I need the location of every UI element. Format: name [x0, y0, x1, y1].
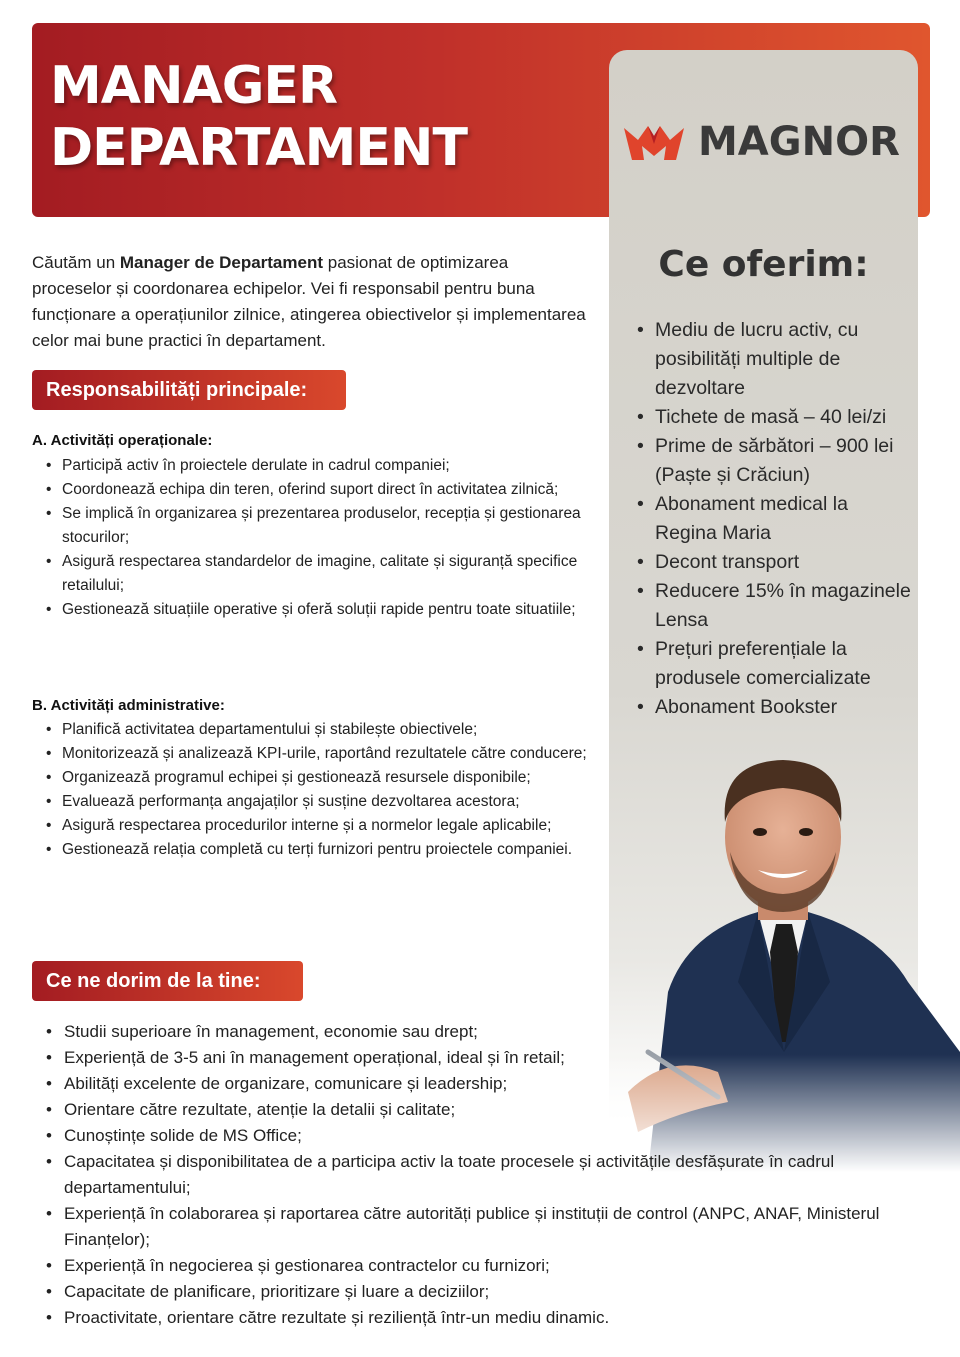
offer-item: • Abonament Bookster [637, 693, 912, 722]
offer-heading: Ce oferim: [658, 244, 869, 285]
offer-item: • Mediu de lucru activ, cu posibilități multiple de dezvoltare [637, 316, 912, 403]
offer-list [637, 316, 912, 722]
offer-item: • Decont transport [637, 548, 912, 577]
list-item: • Abilități excelente de organizare, comunicare și leadership; [46, 1071, 906, 1097]
offer-item: • Reducere 15% în magazinele Lensa [637, 577, 912, 635]
list-item: • Coordonează echipa din teren, oferind suport direct în activitatea zilnică; [46, 478, 596, 502]
list-item: • Cunoștințe solide de MS Office; [46, 1123, 906, 1149]
list-item: • Se implică în organizarea și prezentarea produselor, recepția și gestionarea stocurilor; [46, 502, 596, 550]
job-title [50, 55, 570, 179]
list-item: • Proactivitate, orientare către rezultate și reziliență într-un mediu dinamic. [46, 1305, 906, 1331]
logo-wordmark: MAGNOR [698, 119, 900, 165]
administrative-list [46, 718, 596, 862]
list-item: • Experiență în colaborarea și raportarea către autorități publice și instituții de control (ANPC, ANAF, Ministerul Finanțelor); [46, 1201, 906, 1253]
offer-item: • Prețuri preferențiale la produsele comercializate [637, 635, 912, 693]
list-item: • Capacitate de planificare, prioritizare și luare a deciziilor; [46, 1279, 906, 1305]
intro-suffix: pasionat de optimizarea proceselor și coordonarea echipelor. Vei fi responsabil pentru buna funcționare a operațiunilor zilnice, atingerea obiectivelor și implementarea celor mai bune practici în departament. [32, 253, 586, 350]
offer-item: • Tichete de masă – 40 lei/zi [637, 403, 912, 432]
list-item: • Participă activ în proiectele derulate in cadrul companiei; [46, 454, 596, 478]
list-item: • Gestionează situațiile operative și oferă soluții rapide pentru toate situatiile; [46, 598, 596, 622]
list-item: • Gestionează relația completă cu terți furnizori pentru proiectele companiei. [46, 838, 596, 862]
list-item: • Asigură respectarea procedurilor interne și a normelor legale aplicabile; [46, 814, 596, 838]
list-item: • Orientare către rezultate, atenție la detalii și calitate; [46, 1097, 906, 1123]
crown-logo-icon [622, 122, 686, 162]
company-logo [622, 118, 900, 166]
list-item: • Organizează programul echipei și gestionează resursele disponibile; [46, 766, 596, 790]
intro-role: Manager de Departament [119, 253, 324, 272]
operational-heading: A. Activități operaționale: [32, 432, 213, 449]
administrative-heading: B. Activități administrative: [32, 697, 225, 714]
offer-item: • Abonament medical la Regina Maria [637, 490, 912, 548]
list-item: • Experiență în negocierea și gestionarea contractelor cu furnizori; [46, 1253, 906, 1279]
requirements-list [46, 1019, 906, 1331]
job-title-line-1: MANAGER [50, 56, 337, 116]
intro-paragraph [32, 250, 592, 354]
list-item: • Planifică activitatea departamentului și stabilește obiectivele; [46, 718, 596, 742]
operational-list [46, 454, 596, 622]
offer-item: • Prime de sărbători – 900 lei (Paște și Crăciun) [637, 432, 912, 490]
list-item: • Asigură respectarea standardelor de imagine, calitate și siguranță specifice retailului; [46, 550, 596, 598]
list-item: • Evaluează performanța angajaților și susține dezvoltarea acestora; [46, 790, 596, 814]
responsibilities-heading: Responsabilități principale: [32, 370, 346, 410]
requirements-heading: Ce ne dorim de la tine: [32, 961, 303, 1001]
list-item: • Capacitatea și disponibilitatea de a participa activ la toate procesele și activitățile desfășurate în cadrul departamentului; [46, 1149, 906, 1201]
list-item: • Monitorizează și analizează KPI-urile, raportând rezultatele către conducere; [46, 742, 596, 766]
list-item: • Experiență de 3-5 ani în management operațional, ideal și în retail; [46, 1045, 906, 1071]
intro-prefix: Căutăm un [32, 253, 120, 272]
job-title-line-2: DEPARTAMENT [50, 118, 467, 178]
list-item: • Studii superioare în management, economie sau drept; [46, 1019, 906, 1045]
